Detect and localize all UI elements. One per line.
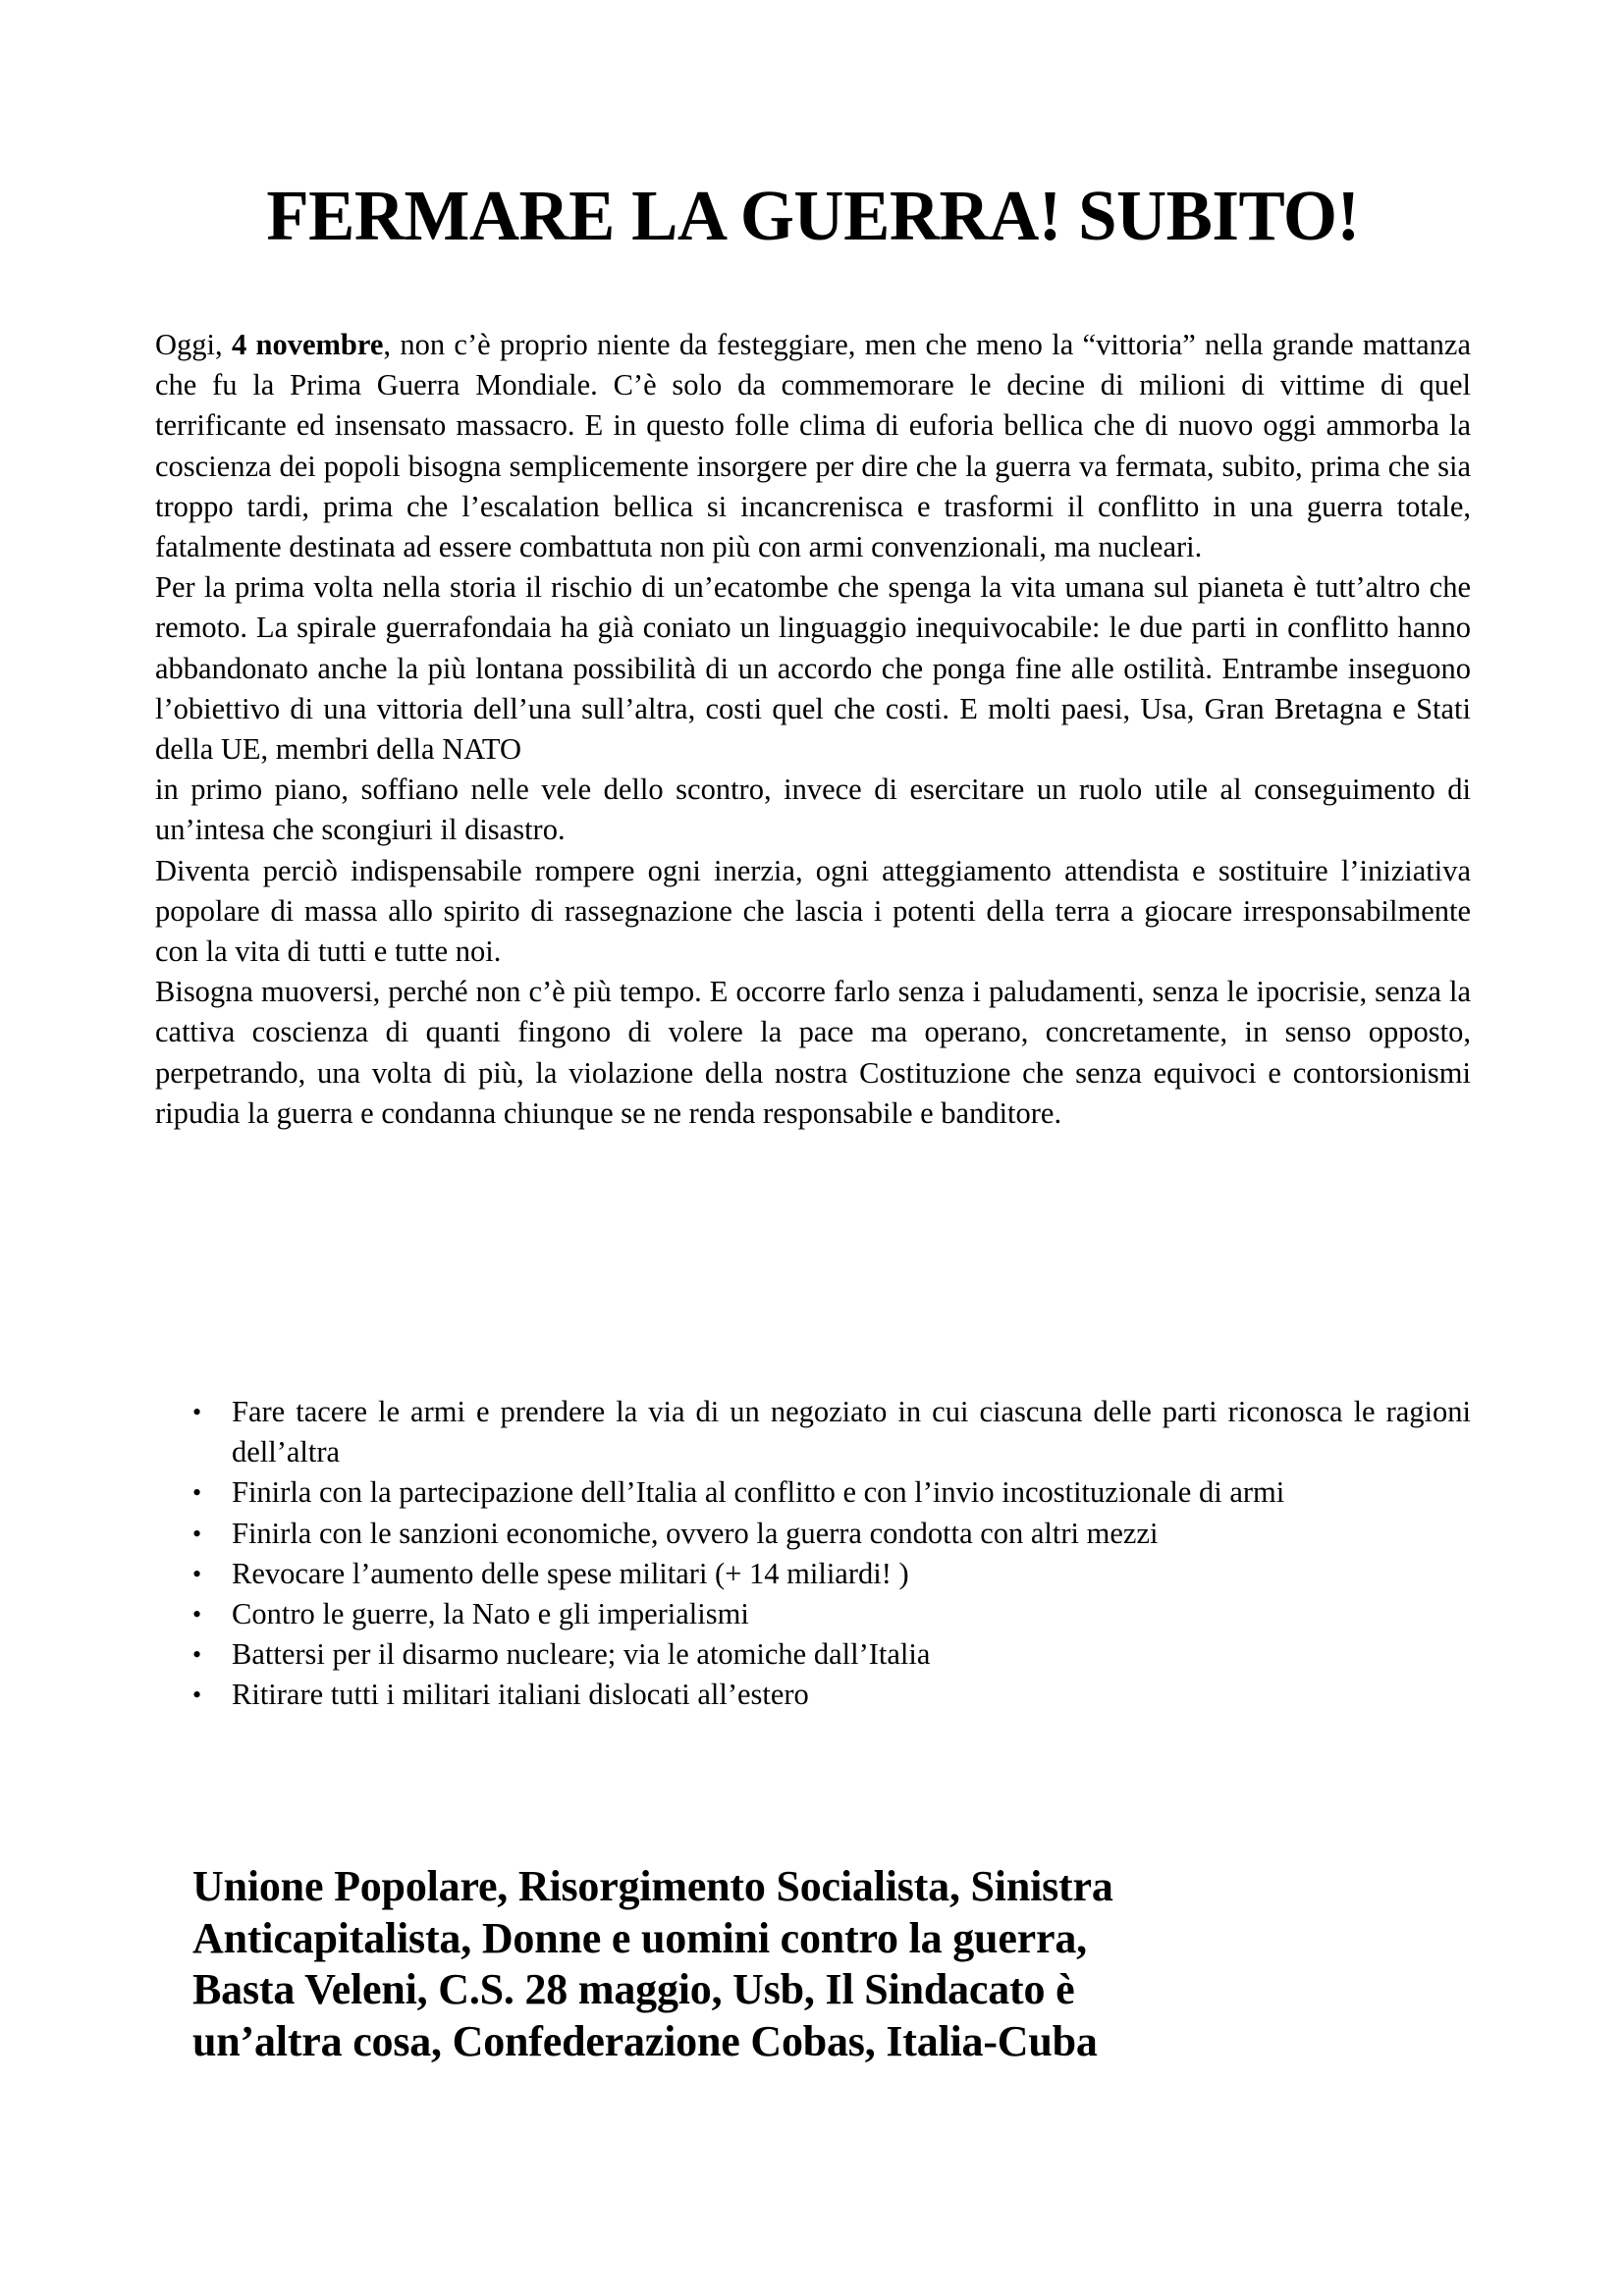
- paragraph-1-bold-date: 4 novembre: [231, 328, 384, 361]
- signatories-line: Unione Popolare, Risorgimento Socialista, Sinistra: [192, 1862, 1113, 1910]
- signatories-line: Basta Veleni, C.S. 28 maggio, Usb, Il Sindacato è: [192, 1965, 1075, 2013]
- bullet-icon: •: [192, 1519, 202, 1548]
- bullet-icon: •: [192, 1681, 202, 1710]
- paragraph-1: [155, 325, 1471, 567]
- signatories-line: Anticapitalista, Donne e uomini contro la guerra,: [192, 1913, 1087, 1962]
- list-item: [155, 1675, 1471, 1715]
- list-item: [155, 1594, 1471, 1634]
- signatories-line: un’altra cosa, Confederazione Cobas, Italia-Cuba: [192, 2016, 1098, 2065]
- demands-list: [155, 1392, 1471, 1716]
- bullet-icon: •: [192, 1559, 202, 1588]
- bullet-icon: •: [192, 1478, 202, 1508]
- list-item-label: Contro le guerre, la Nato e gli imperialismi: [232, 1597, 749, 1631]
- page-title: FERMARE LA GUERRA! SUBITO!: [266, 176, 1360, 255]
- paragraph-3: in primo piano, soffiano nelle vele dello scontro, invece di esercitare un ruolo utile al conseguimento di un’intesa che scongiuri il disastro.: [155, 773, 1471, 847]
- list-item: [155, 1472, 1471, 1513]
- list-item-label: Battersi per il disarmo nucleare; via le atomiche dall’Italia: [232, 1637, 931, 1672]
- paragraph-4: Diventa perciò indispensabile rompere ogni inerzia, ogni atteggiamento attendista e sostituire l’iniziativa popolare di massa allo spirito di rassegnazione che lascia i potenti della terra a giocare irresponsabilmente con la vita di tutti e tutte noi.: [155, 853, 1471, 969]
- list-item: [155, 1554, 1471, 1594]
- list-item: [155, 1514, 1471, 1554]
- paragraph-1-rest: , non c’è proprio niente da festeggiare, men che meno la “vittoria” nella grande mattanza che fu la Prima Guerra Mondiale. C’è solo da commemorare le decine di milioni di vittime di quel terrificante ed insensato massacro. E in questo folle clima di euforia bellica che di nuovo oggi ammorba la coscienza dei popoli bisogna semplicemente insorgere per dire che la guerra va fermata, subito, prima che sia troppo tardi, prima che l’escalation bellica si incancrenisca e trasformi il conflitto in una guerra totale, fatalmente destinata ad essere combattuta non più con armi convenzionali, ma nucleari.: [155, 328, 1471, 564]
- list-item: [155, 1634, 1471, 1675]
- paragraph-2: Per la prima volta nella storia il rischio di un’ecatombe che spenga la vita umana sul pianeta è tutt’altro che remoto. La spirale guerrafondaia ha già coniato un linguaggio inequivocabile: le due parti in conflitto hanno abbandonato anche la più lontana possibilità di un accordo che ponga fine alle ostilità. Entrambe inseguono l’obiettivo di una vittoria dell’una sull’altra, costi quel che costi. E molti paesi, Usa, Gran Bretagna e Stati della UE, membri della NATO: [155, 570, 1471, 767]
- bullet-icon: •: [192, 1600, 202, 1629]
- list-item-label: Finirla con la partecipazione dell’Italia al conflitto e con l’invio incostituzionale di armi: [232, 1475, 1285, 1510]
- paragraph-1-lead: Oggi,: [155, 328, 232, 361]
- bullet-icon: •: [192, 1640, 202, 1670]
- list-item: [155, 1392, 1471, 1472]
- bullet-icon: •: [192, 1398, 202, 1426]
- list-item-label: Fare tacere le armi e prendere la via di un negoziato in cui ciascuna delle parti riconosca le ragioni dell’altra: [232, 1395, 1471, 1469]
- body-text-block: [155, 325, 1471, 1134]
- signatories-block: [192, 1861, 1479, 2067]
- list-item-label: Revocare l’aumento delle spese militari (+ 14 miliardi! ): [232, 1556, 909, 1590]
- paragraph-5: Bisogna muoversi, perché non c’è più tempo. E occorre farlo senza i paludamenti, senza le ipocrisie, senza la cattiva coscienza di quanti fingono di volere la pace ma operano, concretamente, in senso opposto, perpetrando, una volta di più, la violazione della nostra Costituzione che senza equivoci e contorsionismi ripudia la guerra e condanna chiunque se ne renda responsabile e banditore.: [155, 975, 1471, 1130]
- list-item-label: Finirla con le sanzioni economiche, ovvero la guerra condotta con altri mezzi: [232, 1516, 1159, 1550]
- list-item-label: Ritirare tutti i militari italiani dislocati all’estero: [232, 1678, 809, 1712]
